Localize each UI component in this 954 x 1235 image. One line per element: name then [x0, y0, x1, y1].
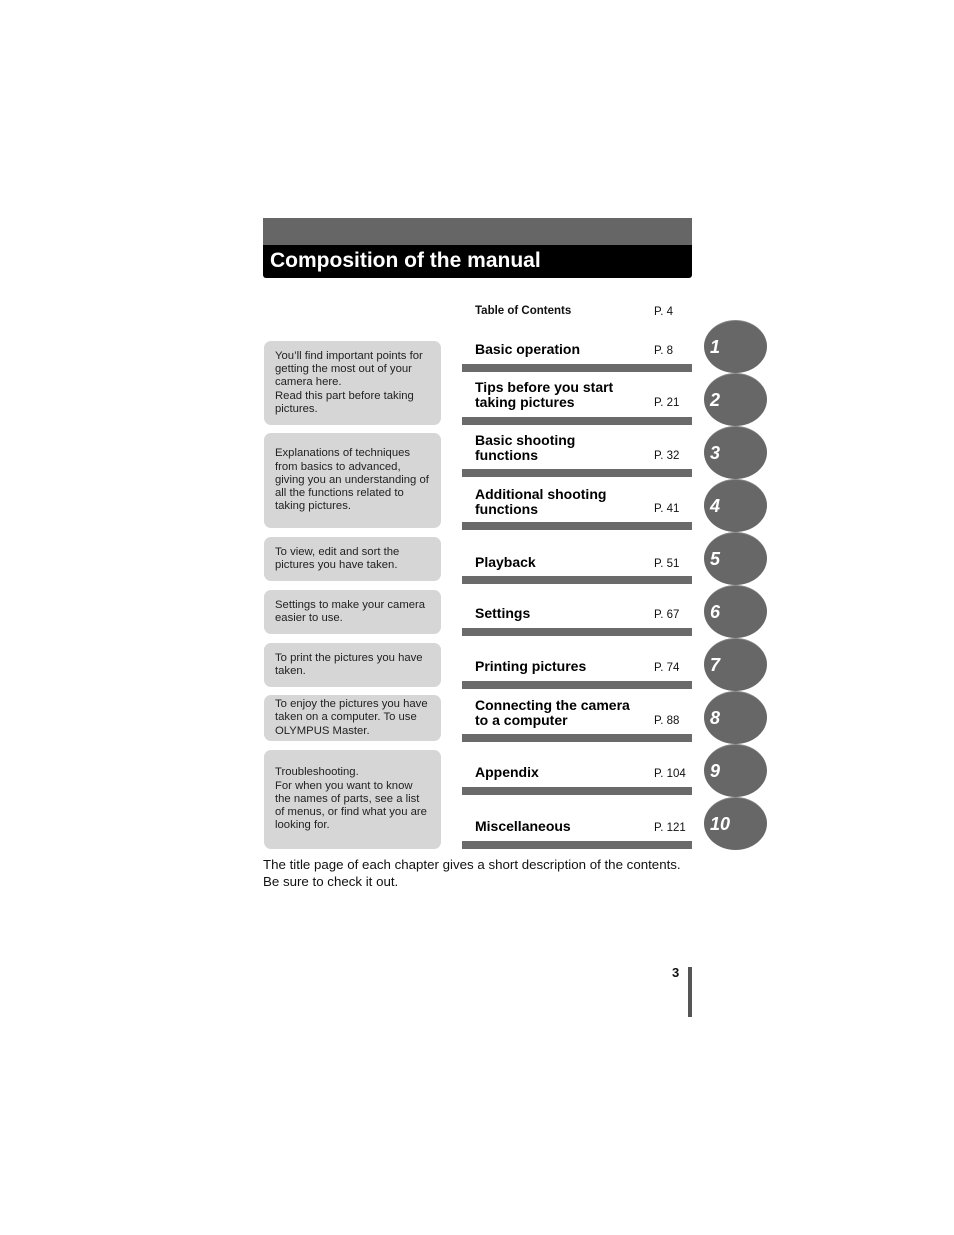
chapter-divider	[462, 417, 692, 425]
description-box: Explanations of techniques from basics to advanced, giving you an understanding of all the functions related to taking pictures.	[264, 433, 441, 528]
chapter-title[interactable]: Basic operation	[475, 341, 581, 357]
chapter-title[interactable]: Appendix	[475, 764, 539, 780]
page-number: 3	[672, 965, 680, 980]
chapter-page-ref: P. 8	[654, 345, 673, 357]
chapter-tab[interactable]: 10	[704, 797, 767, 850]
chapter-page-ref: P. 67	[654, 609, 680, 621]
description-box: Settings to make your camera easier to use.	[264, 590, 441, 634]
chapter-tab[interactable]: 3	[704, 426, 767, 479]
chapter-title[interactable]: Settings	[475, 605, 531, 621]
chapter-page-ref: P. 88	[654, 715, 680, 727]
toc-label[interactable]: Table of Contents	[475, 305, 572, 317]
chapter-page-ref: P. 121	[654, 822, 686, 834]
chapter-title[interactable]: Additional shooting functions	[475, 486, 607, 517]
chapter-page-ref: P. 41	[654, 503, 680, 515]
chapter-page-ref: P. 21	[654, 397, 680, 409]
chapter-title[interactable]: Connecting the camera to a computer	[475, 697, 630, 728]
header-band	[263, 218, 692, 245]
chapter-page-ref: P. 104	[654, 768, 686, 780]
chapter-tab[interactable]: 4	[704, 479, 767, 532]
chapter-divider	[462, 522, 692, 530]
description-box: To view, edit and sort the pictures you have taken.	[264, 537, 441, 581]
toc-page-ref: P. 4	[654, 306, 673, 318]
chapter-tab[interactable]: 2	[704, 373, 767, 426]
chapter-divider	[462, 469, 692, 477]
chapter-divider	[462, 628, 692, 636]
page-title: Composition of the manual	[270, 249, 541, 272]
chapter-title[interactable]: Tips before you start taking pictures	[475, 379, 614, 410]
chapter-divider	[462, 841, 692, 849]
chapter-page-ref: P. 74	[654, 662, 680, 674]
page-number-rule	[688, 967, 692, 1017]
chapter-page-ref: P. 32	[654, 450, 680, 462]
chapter-divider	[462, 364, 692, 372]
chapter-tab[interactable]: 7	[704, 638, 767, 691]
description-box: To enjoy the pictures you have taken on a computer. To use OLYMPUS Master.	[264, 695, 441, 741]
description-box: To print the pictures you have taken.	[264, 643, 441, 687]
chapter-divider	[462, 787, 692, 795]
description-box: Troubleshooting. For when you want to know the names of parts, see a list of menus, or find what you are looking for.	[264, 750, 441, 849]
chapter-tab[interactable]: 5	[704, 532, 767, 585]
chapter-title[interactable]: Printing pictures	[475, 658, 587, 674]
footer-note: The title page of each chapter gives a short description of the contents. Be sure to check it out.	[263, 857, 681, 889]
chapter-divider	[462, 734, 692, 742]
chapter-tab[interactable]: 1	[704, 320, 767, 373]
chapter-tab[interactable]: 6	[704, 585, 767, 638]
chapter-divider	[462, 681, 692, 689]
chapter-title[interactable]: Miscellaneous	[475, 818, 571, 834]
chapter-page-ref: P. 51	[654, 558, 680, 570]
chapter-tab[interactable]: 9	[704, 744, 767, 797]
description-box: You’ll find important points for getting the most out of your camera here. Read this part before taking pictures.	[264, 341, 441, 425]
chapter-tab[interactable]: 8	[704, 691, 767, 744]
chapter-title[interactable]: Playback	[475, 554, 536, 570]
chapter-title[interactable]: Basic shooting functions	[475, 432, 576, 463]
chapter-divider	[462, 576, 692, 584]
